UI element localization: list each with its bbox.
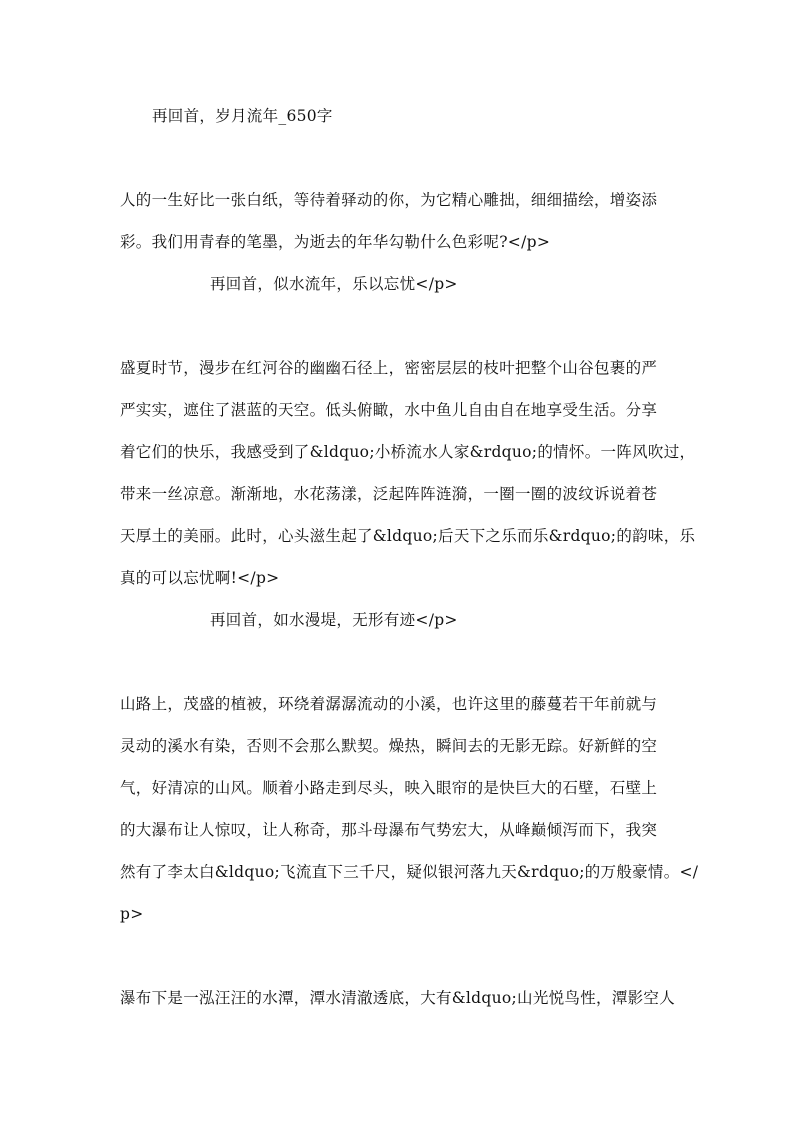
- subheading-1: 再回首，似水流年，乐以忘忧</p>: [210, 275, 458, 293]
- paragraph-3-line-5: 然有了李太白&ldquo;飞流直下三千尺，疑似银河落九天&rdquo;的万般豪情。</: [120, 863, 699, 881]
- paragraph-3-line-2: 灵动的溪水有染，否则不会那么默契。燥热，瞬间去的无影无踪。好新鲜的空: [120, 737, 658, 755]
- paragraph-2-line-4: 带来一丝凉意。渐渐地，水花荡漾，泛起阵阵涟漪，一圈一圈的波纹诉说着苍: [120, 485, 658, 503]
- paragraph-1-line-2: 彩。我们用青春的笔墨，为逝去的年华勾勒什么色彩呢?</p>: [120, 233, 551, 251]
- paragraph-3-line-4: 的大瀑布让人惊叹，让人称奇，那斗母瀑布气势宏大，从峰巅倾泻而下，我突: [120, 821, 658, 839]
- document-title: 再回首，岁月流年_650字: [152, 107, 333, 125]
- paragraph-3-line-1: 山路上，茂盛的植被，环绕着潺潺流动的小溪，也许这里的藤蔓若干年前就与: [120, 695, 658, 713]
- paragraph-3-line-6: p>: [120, 905, 144, 923]
- paragraph-3-line-3: 气，好清凉的山风。顺着小路走到尽头，映入眼帘的是快巨大的石壁，石壁上: [120, 779, 658, 797]
- paragraph-2-line-6: 真的可以忘忧啊!</p>: [120, 569, 280, 587]
- paragraph-2-line-3: 着它们的快乐，我感受到了&ldquo;小桥流水人家&rdquo;的情怀。一阵风吹过，: [120, 443, 696, 461]
- subheading-2: 再回首，如水漫堤，无形有迹</p>: [210, 611, 458, 629]
- paragraph-2-line-5: 天厚土的美丽。此时，心头滋生起了&ldquo;后天下之乐而乐&rdquo;的韵味，乐: [120, 527, 696, 545]
- paragraph-2-line-1: 盛夏时节，漫步在红河谷的幽幽石径上，密密层层的枝叶把整个山谷包裹的严: [120, 359, 658, 377]
- paragraph-4-line-1: 瀑布下是一泓汪汪的水潭，潭水清澈透底，大有&ldquo;山光悦鸟性，潭影空人: [120, 989, 676, 1007]
- paragraph-2-line-2: 严实实，遮住了湛蓝的天空。低头俯瞰，水中鱼儿自由自在地享受生活。分享: [120, 401, 658, 419]
- paragraph-1-line-1: 人的一生好比一张白纸，等待着驿动的你，为它精心雕拙，细细描绘，增姿添: [120, 191, 658, 209]
